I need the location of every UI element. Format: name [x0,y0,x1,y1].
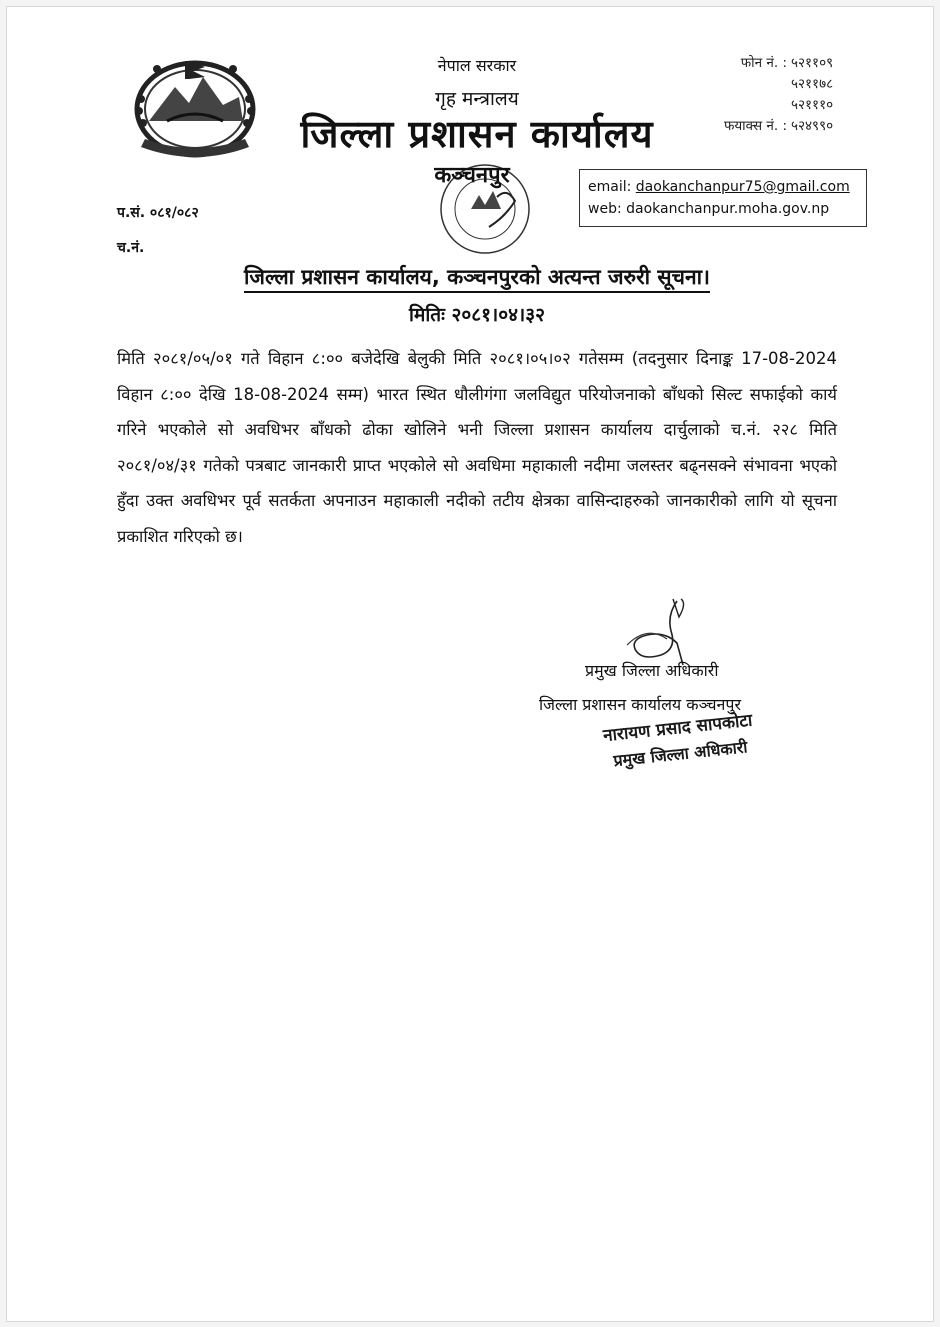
fax-label: फयाक्स नं. : [723,118,787,134]
document-page [6,6,934,1322]
phone-number: ५२१११० [791,97,834,113]
stamp-title: प्रमुख जिल्ला अधिकारी [612,737,749,771]
dispatch-number: च.नं. [117,240,145,256]
notice-title-text: जिल्ला प्रशासन कार्यालय, कञ्चनपुरको अत्यन्त जरुरी सूचना। [244,265,710,293]
web-label: web: [588,201,622,217]
signatory-title: प्रमुख जिल्ला अधिकारी [585,661,719,680]
phone-label: फोन नं. : [740,55,787,71]
email-label: email: [588,179,632,195]
notice-date: मितिः २०८१।०४।३२ [409,304,545,326]
phone-block [713,53,883,137]
government-name: नेपाल सरकार [437,56,517,75]
signatory-office: जिल्ला प्रशासन कार्यालय कञ्चनपुर [539,695,742,714]
signatory-name: नारायण प्रसाद सापकोटा [602,710,754,747]
contact-box [579,169,867,227]
reference-number: प.सं. ०८१/०८२ [117,205,199,221]
nepal-emblem-icon [127,47,263,163]
web-link[interactable]: daokanchanpur.moha.gov.np [626,201,830,217]
notice-body: मिति २०८१/०५/०१ गते विहान ८:०० बजेदेखि बेलुकी मिति २०८१।०५।०२ गतेसम्म (तदनुसार दिनाङ्क 17-08-2024 विहान ८:०० देखि 18-08-2024 सम्म) भारत स्थित धौलीगंगा जलविद्युत परियोजनाको बाँधको सिल्ट सफाईको कार्य गरिने भएकोले सो अवधिभर बाँधको ढोका खोलिने भनी जिल्ला प्रशासन कार्यालय दार्चुलाको च.नं. २२८ मिति २०८१/०४/३१ गतेको पत्रबाट जानकारी प्राप्त भएकोले सो अवधिमा महाकाली नदीमा जलस्तर बढ्नसक्ने संभावना भएको हुँदा उक्त अवधिभर पूर्व सतर्कता अपनाउन महाकाली नदीको तटीय क्षेत्रका वासिन्दाहरुको जानकारीको लागि यो सूचना प्रकाशित गरिएको छ। [117,349,837,546]
phone-number: ५२११०९ [791,55,834,71]
ministry-name: गृह मन्त्रालय [435,88,519,110]
office-name: जिल्ला प्रशासन कार्यालय [300,112,654,156]
fax-number: ५२४९९० [791,118,834,134]
email-link[interactable]: daokanchanpur75@gmail.com [635,179,850,195]
office-location: कञ्चनपुर [434,163,510,188]
phone-number: ५२११७८ [791,76,834,92]
notice-title [197,263,757,291]
